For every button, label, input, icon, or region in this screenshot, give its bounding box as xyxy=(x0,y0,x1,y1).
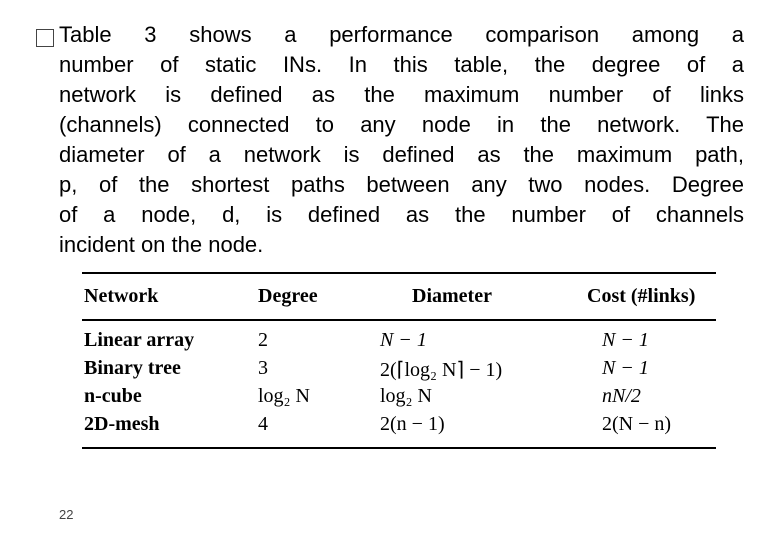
table-cell-diameter: log₂ N xyxy=(380,385,432,407)
body-paragraph xyxy=(59,20,744,260)
table-cell-degree: log₂ N xyxy=(258,385,310,407)
column-header-network: Network xyxy=(84,285,159,307)
table-cell-degree: 4 xyxy=(258,413,268,435)
table-cell-degree: 3 xyxy=(258,357,268,379)
paragraph-line: diameter of a network is defined as the maximum path, xyxy=(59,142,744,167)
table-cell-cost: nN/2 xyxy=(602,385,641,407)
table-cell-diameter: N − 1 xyxy=(380,329,427,351)
paragraph-line: incident on the node. xyxy=(59,232,264,257)
table-cell-network: n-cube xyxy=(84,385,142,407)
table-cell-cost: N − 1 xyxy=(602,329,649,351)
paragraph-line: p, of the shortest paths between any two nodes. Degree xyxy=(59,172,744,197)
column-header-degree: Degree xyxy=(258,285,318,307)
table-cell-diameter: 2(n − 1) xyxy=(380,413,445,435)
table-cell-network: Binary tree xyxy=(84,357,181,379)
table-bottom-rule xyxy=(82,447,716,449)
table-cell-network: 2D-mesh xyxy=(84,413,160,435)
paragraph-line: Table 3 shows a performance comparison among a xyxy=(59,22,744,47)
paragraph-line: of a node, d, is defined as the number of channels xyxy=(59,202,744,227)
table-cell-degree: 2 xyxy=(258,329,268,351)
paragraph-line: network is defined as the maximum number of links xyxy=(59,82,744,107)
paragraph-line: number of static INs. In this table, the degree of a xyxy=(59,52,744,77)
column-header-cost: Cost (#links) xyxy=(587,285,696,307)
table-top-rule xyxy=(82,272,716,274)
table-header-rule xyxy=(82,319,716,321)
column-header-diameter: Diameter xyxy=(412,285,492,307)
table-cell-cost: 2(N − n) xyxy=(602,413,672,435)
paragraph-line: (channels) connected to any node in the network. The xyxy=(59,112,744,137)
table-cell-cost: N − 1 xyxy=(602,357,649,379)
page-number: 22 xyxy=(59,507,74,522)
table-cell-diameter: 2(⌈log₂ N⌉ − 1) xyxy=(380,359,503,381)
bullet-icon xyxy=(36,29,54,47)
table-cell-network: Linear array xyxy=(84,329,195,351)
